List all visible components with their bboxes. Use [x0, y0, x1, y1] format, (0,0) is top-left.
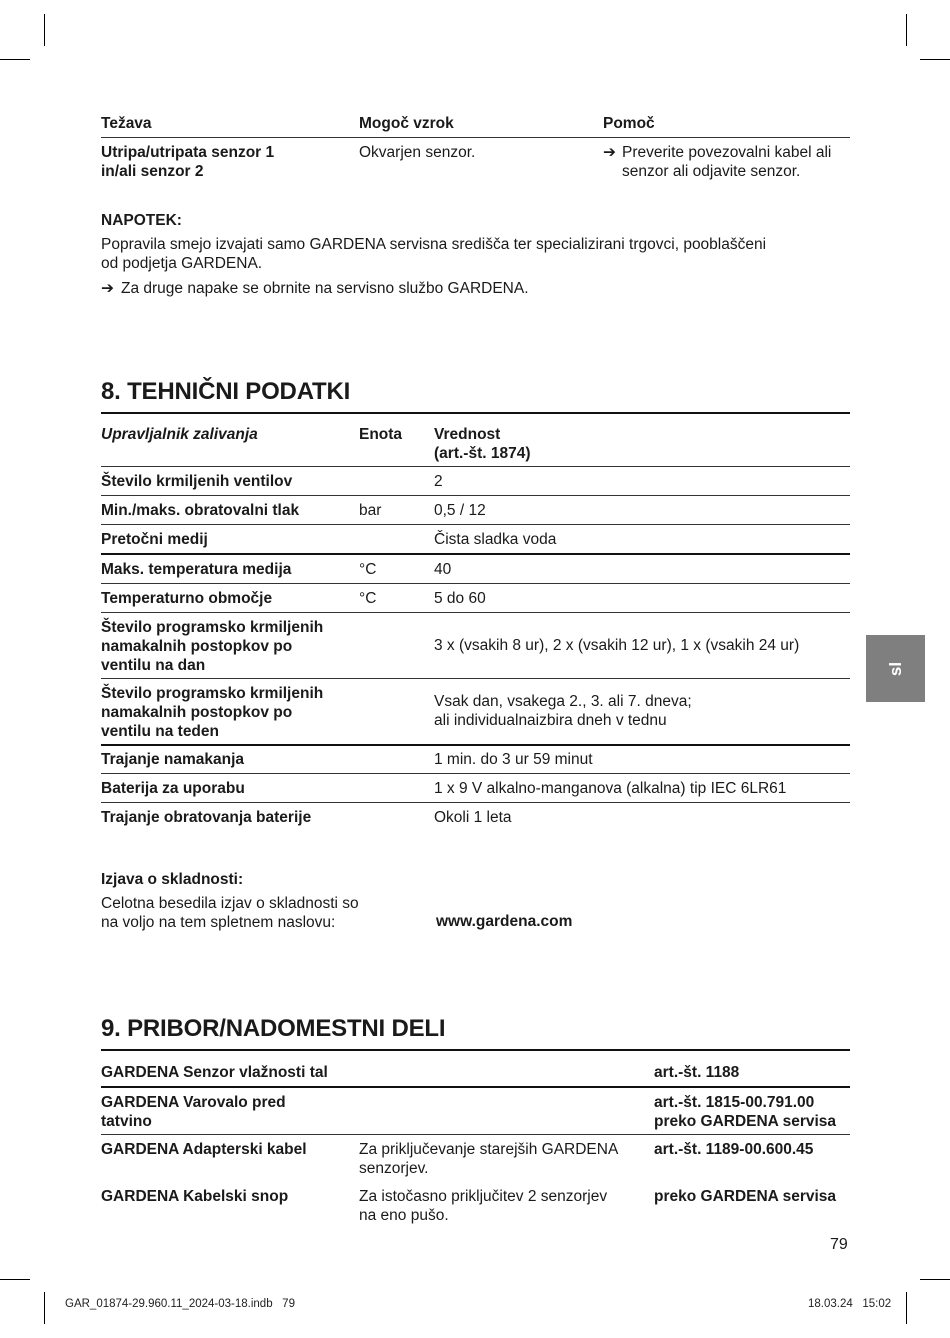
table-divider: [101, 802, 850, 803]
section9-title: 9. PRIBOR/NADOMESTNI DELI: [101, 1015, 446, 1042]
table-divider: [101, 1134, 850, 1135]
part-art: art.-št. 1188: [654, 1064, 740, 1081]
trouble-problem: Utripa/utripata senzor 1 in/ali senzor 2: [101, 144, 275, 180]
crop-mark: [0, 1279, 30, 1280]
part-art: preko GARDENA servisa: [654, 1188, 837, 1205]
tech-row-value: Vsak dan, vsakega 2., 3. ali 7. dneva; ali individualnaizbira dneh v tednu: [434, 693, 692, 729]
tech-row-value: Okoli 1 leta: [434, 809, 512, 826]
part-desc: Za istočasno priključitev 2 senzorjev na eno pušo.: [359, 1188, 608, 1224]
note-heading: NAPOTEK:: [101, 212, 182, 229]
conformity-url-link[interactable]: www.gardena.com: [436, 913, 573, 930]
trouble-cause: Okvarjen senzor.: [359, 144, 476, 161]
part-art: art.-št. 1189-00.600.45: [654, 1141, 814, 1158]
crop-mark: [44, 14, 45, 46]
table-divider: [101, 773, 850, 774]
tech-row-label: Število programsko krmiljenih namakalnih postopkov po ventilu na dan: [101, 619, 324, 674]
tech-row-label: Temperaturno območje: [101, 590, 273, 607]
table-divider: [101, 524, 850, 525]
footer-file-info: GAR_01874-29.960.11_2024-03-18.indb 79: [65, 1298, 295, 1310]
table-divider: [101, 744, 850, 746]
tech-row-value: 0,5 / 12: [434, 502, 486, 519]
tech-header-device: Upravljalnik zalivanja: [101, 426, 258, 443]
crop-mark: [920, 59, 950, 60]
tech-row-value: 1 x 9 V alkalno-manganova (alkalna) tip IEC 6LR61: [434, 780, 787, 797]
trouble-header-problem: Težava: [101, 115, 152, 132]
title-rule: [101, 1049, 850, 1051]
tech-row-label: Število programsko krmiljenih namakalnih postopkov po ventilu na teden: [101, 685, 324, 740]
conformity-text: Celotna besedila izjav o skladnosti so na voljo na tem spletnem naslovu:: [101, 895, 359, 931]
tech-row-value: 2: [434, 473, 443, 490]
tech-row-value: 5 do 60: [434, 590, 486, 607]
tech-row-label: Maks. temperatura medija: [101, 561, 292, 578]
tech-row-label: Pretočni medij: [101, 531, 208, 548]
trouble-header-help: Pomoč: [603, 115, 655, 132]
note-action: Za druge napake se obrnite na servisno službo GARDENA.: [121, 280, 529, 297]
conformity-heading: Izjava o skladnosti:: [101, 871, 244, 888]
tech-header-unit: Enota: [359, 426, 403, 443]
crop-mark: [0, 59, 30, 60]
table-divider: [101, 495, 850, 496]
tech-row-label: Min./maks. obratovalni tlak: [101, 502, 300, 519]
part-name: GARDENA Kabelski snop: [101, 1188, 289, 1205]
crop-mark: [44, 1292, 45, 1324]
tech-row-unit: bar: [359, 502, 382, 519]
tech-row-label: Trajanje obratovanja baterije: [101, 809, 312, 826]
part-name: GARDENA Adapterski kabel: [101, 1141, 307, 1158]
language-tab: [866, 635, 925, 702]
part-desc: Za priključevanje starejših GARDENA senzorjev.: [359, 1141, 619, 1177]
tech-row-label: Trajanje namakanja: [101, 751, 245, 768]
tech-row-unit: °C: [359, 590, 377, 607]
title-rule: [101, 412, 850, 414]
tech-row-value: 40: [434, 561, 452, 578]
tech-row-unit: °C: [359, 561, 377, 578]
tech-row-label: Število krmiljenih ventilov: [101, 473, 293, 490]
table-divider: [101, 583, 850, 584]
tech-row-label: Baterija za uporabu: [101, 780, 245, 797]
table-divider: [101, 612, 850, 613]
table-divider: [101, 137, 850, 138]
table-divider: [101, 678, 850, 679]
tech-row-value: Čista sladka voda: [434, 531, 557, 548]
part-name: GARDENA Senzor vlažnosti tal: [101, 1064, 328, 1081]
part-art: art.-št. 1815-00.791.00 preko GARDENA servisa: [654, 1094, 837, 1130]
tech-row-value: 3 x (vsakih 8 ur), 2 x (vsakih 12 ur), 1 x (vsakih 24 ur): [434, 637, 800, 654]
footer-date: 18.03.24 15:02: [808, 1298, 892, 1310]
crop-mark: [906, 1292, 907, 1324]
trouble-header-cause: Mogoč vzrok: [359, 115, 454, 132]
crop-mark: [920, 1279, 950, 1280]
table-divider: [101, 466, 850, 467]
table-divider: [101, 1086, 850, 1088]
crop-mark: [906, 14, 907, 46]
note-text: Popravila smejo izvajati samo GARDENA servisna središča ter specializirani trgovci, pooblaščeni od podjetja GARDENA.: [101, 236, 767, 272]
section8-title: 8. TEHNIČNI PODATKI: [101, 378, 351, 405]
trouble-arrow-icon: ➔: [603, 144, 616, 161]
part-name: GARDENA Varovalo pred tatvino: [101, 1094, 286, 1130]
note-arrow-icon: ➔: [101, 280, 114, 297]
page-number: 79: [830, 1236, 848, 1253]
trouble-help: Preverite povezovalni kabel ali senzor ali odjavite senzor.: [622, 144, 832, 180]
tech-row-value: 1 min. do 3 ur 59 minut: [434, 751, 593, 768]
table-divider: [101, 553, 850, 555]
language-tab-label: sl: [885, 661, 905, 676]
tech-header-value: Vrednost (art.-št. 1874): [434, 426, 531, 462]
